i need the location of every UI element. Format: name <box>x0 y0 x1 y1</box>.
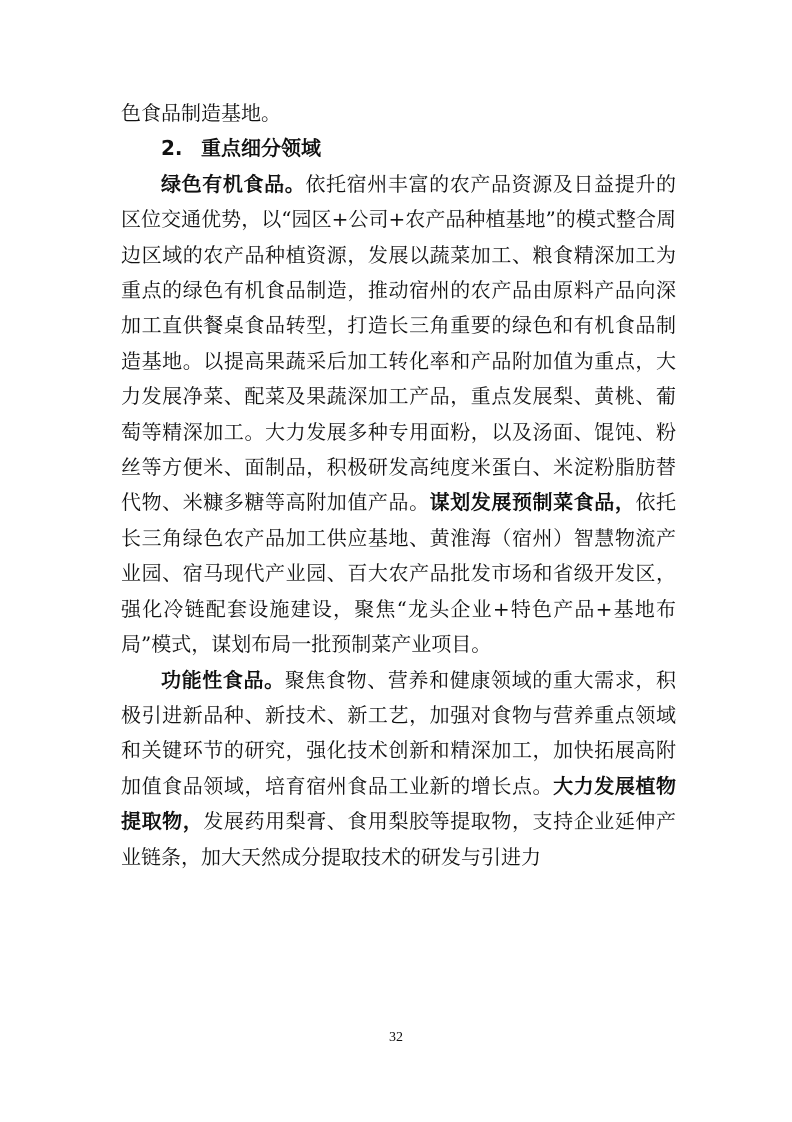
section-heading <box>121 131 676 166</box>
bold-lead-plant-extract: 大力发展植物提取物， <box>121 773 677 834</box>
paragraph-text: 依托宿州丰富的农产品资源及日益提升的区位交通优势，以“园区+公司+农产品种植基地”的模式整合周边区域的农产品种植资源，发展以蔬菜加工、粮食精深加工为重点的绿色有机食品制造，推动宿州的农产品由原料产品向深加工直供餐桌食品转型，打造长三角重要的绿色和有机食品制造基地。以提高果蔬采后加工转化率和产品附加值为重点，大力发展净菜、配菜及果蔬深加工产品，重点发展梨、黄桃、葡萄等精深加工。大力发展多种专用面粉，以及汤面、馄饨、粉丝等方便米、面制品，积极研发高纯度米蛋白、米淀粉脂肪替代物、米糠多糖等高附加值产品。 <box>121 171 676 515</box>
page-number: 32 <box>389 1030 403 1045</box>
paragraph-text: 聚焦食物、营养和健康领域的重大需求，积极引进新品种、新技术、新工艺，加强对食物与营养重点领域和关键环节的研究，强化技术创新和精深加工，加快拓展高附加值食品领域，培育宿州食品工业新的增长点。 <box>121 667 676 798</box>
paragraph-functional-food <box>121 663 676 875</box>
section-number: 2. <box>161 136 183 161</box>
paragraph-text: 依托长三角绿色农产品加工供应基地、黄淮海（宿州）智慧物流产业园、宿马现代产业园、百大农产品批发市场和省级开发区，强化冷链配套设施建设，聚焦“龙头企业+特色产品+基地布局”模式，谋划布局一批预制菜产业项目。 <box>121 490 677 657</box>
bold-lead-prepared-food: 谋划发展预制菜食品， <box>429 490 636 515</box>
bold-lead-green-organic: 绿色有机食品。 <box>161 171 306 196</box>
paragraph-green-organic-food <box>121 167 676 663</box>
bold-lead-functional-food: 功能性食品。 <box>161 667 285 692</box>
paragraph-text: 发展药用梨膏、食用梨胶等提取物，支持企业延伸产业链条，加大天然成分提取技术的研发与引进力 <box>121 809 677 869</box>
section-title: 重点细分领域 <box>201 136 321 161</box>
continued-text: 色食品制造基地。 <box>121 101 281 125</box>
document-body <box>121 96 676 875</box>
